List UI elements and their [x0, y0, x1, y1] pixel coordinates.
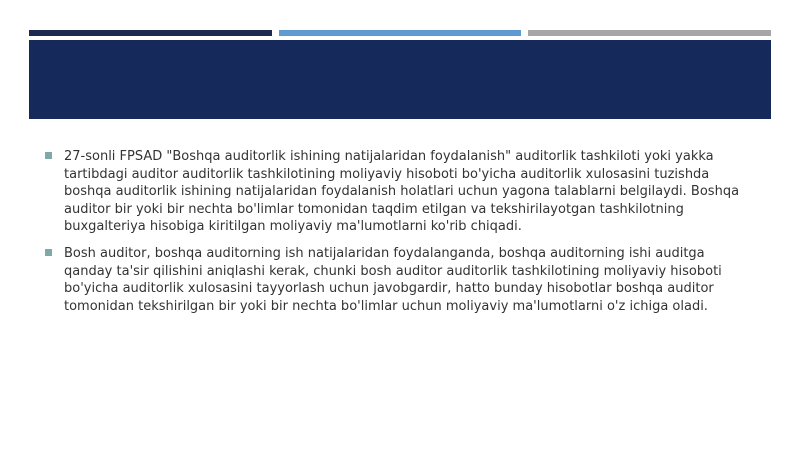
- square-bullet-icon: [45, 249, 52, 256]
- header-stripe-blue: [279, 30, 521, 36]
- title-band: [29, 40, 771, 119]
- square-bullet-icon: [45, 152, 52, 159]
- header-stripe-gray: [528, 30, 771, 36]
- bullet-item: [45, 148, 757, 236]
- bullet-item: [45, 245, 757, 315]
- content-area: [45, 148, 757, 324]
- bullet-text: Bosh auditor, boshqa auditorning ish natijalaridan foydalanganda, boshqa auditorning ishi auditga qanday ta'sir qilishini aniqlashi kerak, chunki bosh auditor auditorlik tashkilotining moliyaviy hisoboti bo'yicha auditorlik xulosasini tayyorlash uchun javobgardir, hatto bunday hisobotlar boshqa auditor tomonidan tekshirilgan bir yoki bir nechta bo'limlar uchun moliyaviy ma'lumotlarni o'z ichiga oladi.: [64, 245, 722, 314]
- header-stripe-dark: [29, 30, 272, 36]
- bullet-text: 27-sonli FPSAD "Boshqa auditorlik ishining natijalaridan foydalanish" auditorlik tashkiloti yoki yakka tartibdagi auditor auditorlik tashkilotining moliyaviy hisoboti bo'yicha auditorlik xulosasini tuzishda boshqa auditorlik ishining natijalaridan foydalanish holatlari uchun yagona talablarni belgilaydi. Boshqa auditor bir yoki bir nechta bo'limlar tomonidan taqdim etilgan va tekshirilayotgan tashkilotning buxgalteriya hisobiga kiritilgan moliyaviy ma'lumotlarni ko'rib chiqadi.: [64, 149, 740, 235]
